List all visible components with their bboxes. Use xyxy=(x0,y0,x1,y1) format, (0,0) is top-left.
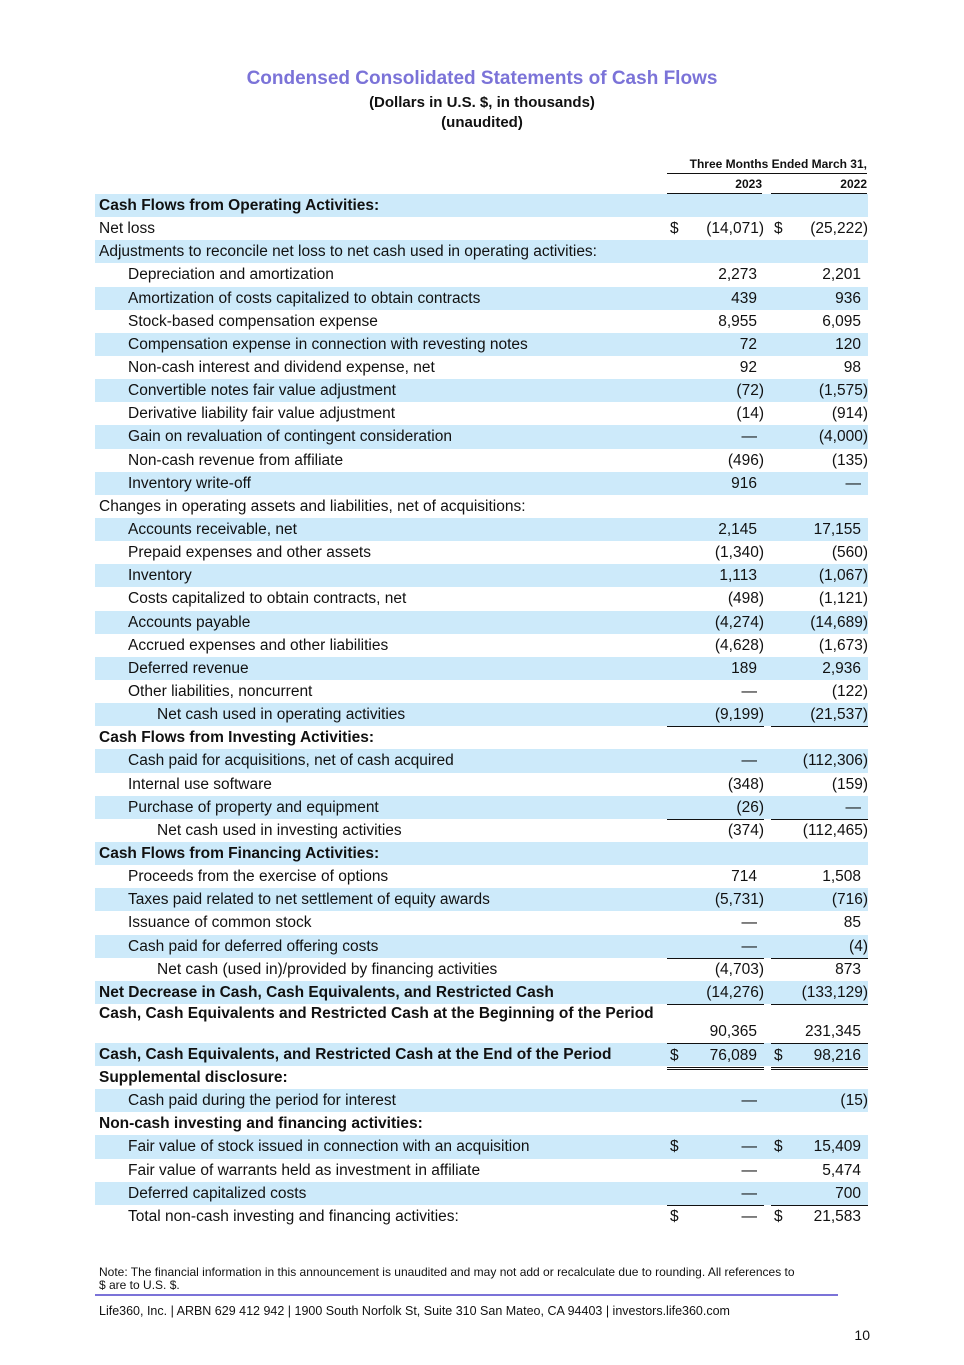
cell-value: — xyxy=(741,1184,757,1202)
table-row xyxy=(95,587,868,610)
cell-value: (374) xyxy=(727,821,764,839)
value-cell-2022 xyxy=(771,1135,868,1158)
cell-value: (26) xyxy=(736,798,764,816)
cell-value: 700 xyxy=(835,1184,861,1202)
value-cell-2022 xyxy=(771,449,868,472)
value-cell-2022 xyxy=(771,680,868,704)
value-cell-2022 xyxy=(771,819,868,842)
table-row xyxy=(95,1182,868,1205)
row-label: Deferred capitalized costs xyxy=(128,1184,307,1202)
value-cell-2022 xyxy=(771,194,868,217)
value-cell-2023 xyxy=(667,263,764,286)
value-cell-2023 xyxy=(667,541,764,564)
cell-value: 98,216 xyxy=(813,1046,861,1064)
value-cell-2023 xyxy=(667,1159,764,1182)
cell-value: 2,936 xyxy=(822,659,861,677)
cell-value: (716) xyxy=(831,891,868,909)
cell-value: 2,145 xyxy=(718,520,757,538)
value-cell-2022 xyxy=(771,495,868,518)
cell-value: — xyxy=(741,752,757,770)
value-cell-2023 xyxy=(667,449,764,472)
table-row xyxy=(95,703,868,726)
value-cell-2023 xyxy=(667,958,764,982)
row-label: Net cash (used in)/provided by financing activities xyxy=(157,960,498,978)
value-cell-2023 xyxy=(667,194,764,217)
value-cell-2022 xyxy=(771,611,868,634)
row-label: Costs capitalized to obtain contracts, net xyxy=(128,590,407,608)
cell-value: — xyxy=(845,798,861,816)
table-row xyxy=(95,333,868,356)
currency-symbol: $ xyxy=(670,1138,679,1156)
table-row xyxy=(95,263,868,286)
footer-divider xyxy=(95,1294,838,1296)
cell-value: 92 xyxy=(739,358,757,376)
table-row xyxy=(95,935,868,958)
unaudited-label: (unaudited) xyxy=(441,114,523,131)
cell-value: 439 xyxy=(731,289,757,307)
row-label: Amortization of costs capitalized to obtain contracts xyxy=(128,289,481,307)
row-label: Net cash used in investing activities xyxy=(157,821,402,839)
cell-value: (914) xyxy=(831,405,868,423)
cell-value: (112,306) xyxy=(802,752,868,770)
page-subtitle: (Dollars in U.S. $, in thousands) xyxy=(369,94,595,111)
cell-value: (1,067) xyxy=(818,567,868,585)
cell-value: 2,201 xyxy=(822,266,861,284)
cell-value: — xyxy=(741,937,757,955)
row-label: Changes in operating assets and liabilities, net of acquisitions: xyxy=(99,497,526,515)
row-label: Purchase of property and equipment xyxy=(128,798,379,816)
cell-value: (1,673) xyxy=(818,636,868,654)
value-cell-2023 xyxy=(667,749,764,772)
row-label: Issuance of common stock xyxy=(128,914,312,932)
cell-value: — xyxy=(741,1161,757,1179)
value-cell-2023 xyxy=(667,703,764,727)
value-cell-2023 xyxy=(667,680,764,704)
currency-symbol: $ xyxy=(774,220,783,238)
value-cell-2023 xyxy=(667,240,764,263)
value-cell-2022 xyxy=(771,402,868,425)
cell-value: 72 xyxy=(739,335,757,353)
cell-value: (14,276) xyxy=(706,983,764,1001)
table-row xyxy=(95,981,868,1004)
cell-value: (4) xyxy=(849,937,868,955)
value-cell-2023 xyxy=(667,1004,764,1043)
table-row xyxy=(95,217,868,240)
row-label: Other liabilities, noncurrent xyxy=(128,682,313,700)
value-cell-2023 xyxy=(667,819,764,842)
cell-value: (122) xyxy=(831,682,868,700)
table-row xyxy=(95,1089,868,1112)
table-row xyxy=(95,611,868,634)
row-label: Cash Flows from Financing Activities: xyxy=(99,844,380,862)
cell-value: (14) xyxy=(736,405,764,423)
cell-value: 2,273 xyxy=(718,266,757,284)
table-row xyxy=(95,495,868,518)
table-row xyxy=(95,518,868,541)
row-label: Non-cash investing and financing activities: xyxy=(99,1115,423,1133)
cell-value: (4,000) xyxy=(818,428,868,446)
row-label: Fair value of stock issued in connection with an acquisition xyxy=(128,1138,530,1156)
cell-value: (496) xyxy=(727,451,764,469)
value-cell-2023 xyxy=(667,1089,764,1112)
value-cell-2022 xyxy=(771,726,868,749)
row-label: Stock-based compensation expense xyxy=(128,312,378,330)
value-cell-2023 xyxy=(667,425,764,448)
period-header: Three Months Ended March 31, xyxy=(667,157,867,174)
table-row xyxy=(95,773,868,796)
table-row xyxy=(95,726,868,749)
row-label: Non-cash interest and dividend expense, net xyxy=(128,358,435,376)
table-row xyxy=(95,1159,868,1182)
page-number: 10 xyxy=(854,1327,870,1343)
value-cell-2023 xyxy=(667,981,764,1005)
value-cell-2022 xyxy=(771,634,868,657)
cell-value: (14,689) xyxy=(810,613,868,631)
cell-value: (135) xyxy=(831,451,868,469)
table-row xyxy=(95,819,868,842)
table-row xyxy=(95,310,868,333)
currency-symbol: $ xyxy=(670,1046,679,1064)
table-row xyxy=(95,1066,868,1089)
currency-symbol: $ xyxy=(774,1207,783,1225)
row-label: Internal use software xyxy=(128,775,272,793)
value-cell-2022 xyxy=(771,1112,868,1135)
table-row xyxy=(95,379,868,402)
value-cell-2022 xyxy=(771,865,868,888)
row-label: Inventory write-off xyxy=(128,474,251,492)
cell-value: (1,575) xyxy=(818,382,868,400)
row-label: Derivative liability fair value adjustment xyxy=(128,405,396,423)
value-cell-2023 xyxy=(667,287,764,310)
value-cell-2022 xyxy=(771,749,868,772)
cell-value: (72) xyxy=(736,382,764,400)
value-cell-2023 xyxy=(667,773,764,796)
value-cell-2023 xyxy=(667,587,764,610)
value-cell-2022 xyxy=(771,796,868,820)
value-cell-2023 xyxy=(667,472,764,495)
value-cell-2022 xyxy=(771,240,868,263)
cell-value: 873 xyxy=(835,960,861,978)
value-cell-2023 xyxy=(667,842,764,865)
row-label: Cash paid during the period for interest xyxy=(128,1092,396,1110)
table-row xyxy=(95,240,868,263)
currency-symbol: $ xyxy=(774,1046,783,1064)
value-cell-2022 xyxy=(771,333,868,356)
row-label: Prepaid expenses and other assets xyxy=(128,544,371,562)
row-label: Cash paid for deferred offering costs xyxy=(128,937,379,955)
row-label: Net loss xyxy=(99,220,155,238)
cell-value: (133,129) xyxy=(801,983,868,1001)
year-2023-header: 2023 xyxy=(667,177,762,194)
table-row xyxy=(95,425,868,448)
value-cell-2022 xyxy=(771,587,868,610)
value-cell-2023 xyxy=(667,1135,764,1158)
currency-symbol: $ xyxy=(670,1207,679,1225)
value-cell-2022 xyxy=(771,935,868,959)
table-row xyxy=(95,749,868,772)
table-row xyxy=(95,1205,868,1228)
cell-value: 189 xyxy=(731,659,757,677)
value-cell-2023 xyxy=(667,911,764,934)
row-label: Accounts payable xyxy=(128,613,251,631)
cell-value: 85 xyxy=(843,914,861,932)
row-label: Cash Flows from Investing Activities: xyxy=(99,729,375,747)
cell-value: (4,628) xyxy=(714,636,764,654)
cell-value: 21,583 xyxy=(813,1207,861,1225)
table-row xyxy=(95,449,868,472)
row-label: Convertible notes fair value adjustment xyxy=(128,382,396,400)
value-cell-2022 xyxy=(771,911,868,934)
value-cell-2023 xyxy=(667,402,764,425)
table-row xyxy=(95,911,868,934)
cell-value: 936 xyxy=(835,289,861,307)
cell-value: 1,113 xyxy=(719,567,757,585)
value-cell-2023 xyxy=(667,1205,764,1228)
value-cell-2023 xyxy=(667,935,764,959)
row-label: Accrued expenses and other liabilities xyxy=(128,636,389,654)
value-cell-2023 xyxy=(667,1182,764,1206)
table-row xyxy=(95,634,868,657)
value-cell-2022 xyxy=(771,217,868,240)
value-cell-2023 xyxy=(667,333,764,356)
row-label: Deferred revenue xyxy=(128,659,249,677)
currency-symbol: $ xyxy=(774,1138,783,1156)
table-row xyxy=(95,1004,868,1043)
value-cell-2022 xyxy=(771,518,868,541)
value-cell-2022 xyxy=(771,958,868,982)
cell-value: (4,274) xyxy=(714,613,764,631)
row-label: Fair value of warrants held as investment in affiliate xyxy=(128,1161,481,1179)
cell-value: 6,095 xyxy=(822,312,861,330)
cell-value: (9,199) xyxy=(714,706,764,724)
cell-value: (348) xyxy=(727,775,764,793)
currency-symbol: $ xyxy=(670,220,679,238)
cell-value: (21,537) xyxy=(810,706,868,724)
table-row xyxy=(95,1135,868,1158)
cell-value: (159) xyxy=(831,775,868,793)
value-cell-2022 xyxy=(771,888,868,911)
cell-value: — xyxy=(741,1092,757,1110)
table-row xyxy=(95,194,868,217)
row-label: Cash, Cash Equivalents and Restricted Cash at the Beginning of the Period xyxy=(99,1004,654,1022)
cell-value: 916 xyxy=(731,474,757,492)
table-row xyxy=(95,796,868,819)
cell-value: — xyxy=(845,474,861,492)
value-cell-2022 xyxy=(771,564,868,587)
cell-value: — xyxy=(741,1207,757,1225)
row-label: Accounts receivable, net xyxy=(128,520,297,538)
value-cell-2022 xyxy=(771,773,868,796)
value-cell-2023 xyxy=(667,888,764,911)
table-row xyxy=(95,541,868,564)
table-row xyxy=(95,564,868,587)
value-cell-2023 xyxy=(667,865,764,888)
value-cell-2022 xyxy=(771,425,868,448)
table-row xyxy=(95,958,868,981)
cell-value: 98 xyxy=(843,358,861,376)
cell-value: 5,474 xyxy=(822,1161,861,1179)
value-cell-2022 xyxy=(771,472,868,495)
table-row xyxy=(95,657,868,680)
cell-value: 1,508 xyxy=(822,868,861,886)
row-label: Cash Flows from Operating Activities: xyxy=(99,197,380,214)
cell-value: (4,703) xyxy=(714,960,764,978)
row-label: Proceeds from the exercise of options xyxy=(128,868,389,886)
value-cell-2023 xyxy=(667,634,764,657)
value-cell-2022 xyxy=(771,310,868,333)
year-2022-header: 2022 xyxy=(771,177,867,194)
value-cell-2022 xyxy=(771,541,868,564)
cell-value: (15) xyxy=(840,1092,868,1110)
row-label: Compensation expense in connection with revesting notes xyxy=(128,335,528,353)
footnote: Note: The financial information in this announcement is unaudited and may not add or recalculate due to rounding. All references to $ are to U.S. $. xyxy=(99,1265,795,1292)
value-cell-2022 xyxy=(771,263,868,286)
row-label: Taxes paid related to net settlement of equity awards xyxy=(128,891,490,909)
value-cell-2023 xyxy=(667,1112,764,1135)
cash-flow-table xyxy=(95,194,868,1228)
cell-value: 714 xyxy=(731,868,757,886)
cell-value: 76,089 xyxy=(709,1046,757,1064)
value-cell-2023 xyxy=(667,495,764,518)
cell-value: (5,731) xyxy=(714,891,764,909)
cell-value: 120 xyxy=(835,335,861,353)
value-cell-2023 xyxy=(667,726,764,749)
cell-value: (1,340) xyxy=(714,544,764,562)
cell-value: (112,465) xyxy=(802,821,868,839)
value-cell-2022 xyxy=(771,657,868,680)
row-label: Net Decrease in Cash, Cash Equivalents, and Restricted Cash xyxy=(99,983,554,1001)
value-cell-2023 xyxy=(667,518,764,541)
value-cell-2023 xyxy=(667,564,764,587)
value-cell-2023 xyxy=(667,611,764,634)
company-footer: Life360, Inc. | ARBN 629 412 942 | 1900 South Norfolk St, Suite 310 San Mateo, CA 94403 | investors.life360.com xyxy=(99,1304,730,1318)
cell-value: (1,121) xyxy=(818,590,868,608)
row-label: Supplemental disclosure: xyxy=(99,1069,288,1087)
table-row xyxy=(95,888,868,911)
value-cell-2023 xyxy=(667,356,764,379)
value-cell-2023 xyxy=(667,379,764,402)
value-cell-2022 xyxy=(771,379,868,402)
row-label: Depreciation and amortization xyxy=(128,266,334,284)
value-cell-2023 xyxy=(667,310,764,333)
cell-value: — xyxy=(741,914,757,932)
cell-value: 8,955 xyxy=(718,312,757,330)
value-cell-2023 xyxy=(667,657,764,680)
cell-value: 231,345 xyxy=(804,1022,861,1040)
table-row xyxy=(95,402,868,425)
table-row xyxy=(95,287,868,310)
value-cell-2022 xyxy=(771,703,868,727)
row-label: Net cash used in operating activities xyxy=(157,706,406,724)
cell-value: 15,409 xyxy=(813,1138,861,1156)
value-cell-2022 xyxy=(771,1066,868,1089)
value-cell-2022 xyxy=(771,1089,868,1112)
table-row xyxy=(95,842,868,865)
cell-value: (25,222) xyxy=(810,220,868,238)
table-row xyxy=(95,865,868,888)
row-label: Inventory xyxy=(128,567,192,585)
cell-value: — xyxy=(741,1138,757,1156)
cell-value: (14,071) xyxy=(706,220,764,238)
value-cell-2023 xyxy=(667,217,764,240)
row-label: Total non-cash investing and financing activities: xyxy=(128,1207,459,1225)
page-title: Condensed Consolidated Statements of Cash Flows xyxy=(246,68,718,89)
value-cell-2022 xyxy=(771,1159,868,1182)
row-label: Cash, Cash Equivalents, and Restricted Cash at the End of the Period xyxy=(99,1045,612,1063)
value-cell-2023 xyxy=(667,796,764,820)
cell-value: 90,365 xyxy=(709,1022,757,1040)
cell-value: (560) xyxy=(831,544,868,562)
table-row xyxy=(95,356,868,379)
row-label: Non-cash revenue from affiliate xyxy=(128,451,344,469)
table-row xyxy=(95,472,868,495)
value-cell-2022 xyxy=(771,1182,868,1206)
table-row xyxy=(95,1043,868,1066)
value-cell-2022 xyxy=(771,981,868,1005)
value-cell-2023 xyxy=(667,1066,764,1089)
value-cell-2022 xyxy=(771,356,868,379)
value-cell-2022 xyxy=(771,287,868,310)
table-row xyxy=(95,1112,868,1135)
cell-value: — xyxy=(741,428,757,446)
table-row xyxy=(95,680,868,703)
value-cell-2022 xyxy=(771,1205,868,1228)
value-cell-2022 xyxy=(771,842,868,865)
cell-value: — xyxy=(741,682,757,700)
cell-value: (498) xyxy=(727,590,764,608)
cell-value: 17,155 xyxy=(813,520,861,538)
row-label: Adjustments to reconcile net loss to net cash used in operating activities: xyxy=(99,243,597,261)
value-cell-2022 xyxy=(771,1004,868,1043)
row-label: Gain on revaluation of contingent consideration xyxy=(128,428,452,446)
row-label: Cash paid for acquisitions, net of cash acquired xyxy=(128,752,454,770)
